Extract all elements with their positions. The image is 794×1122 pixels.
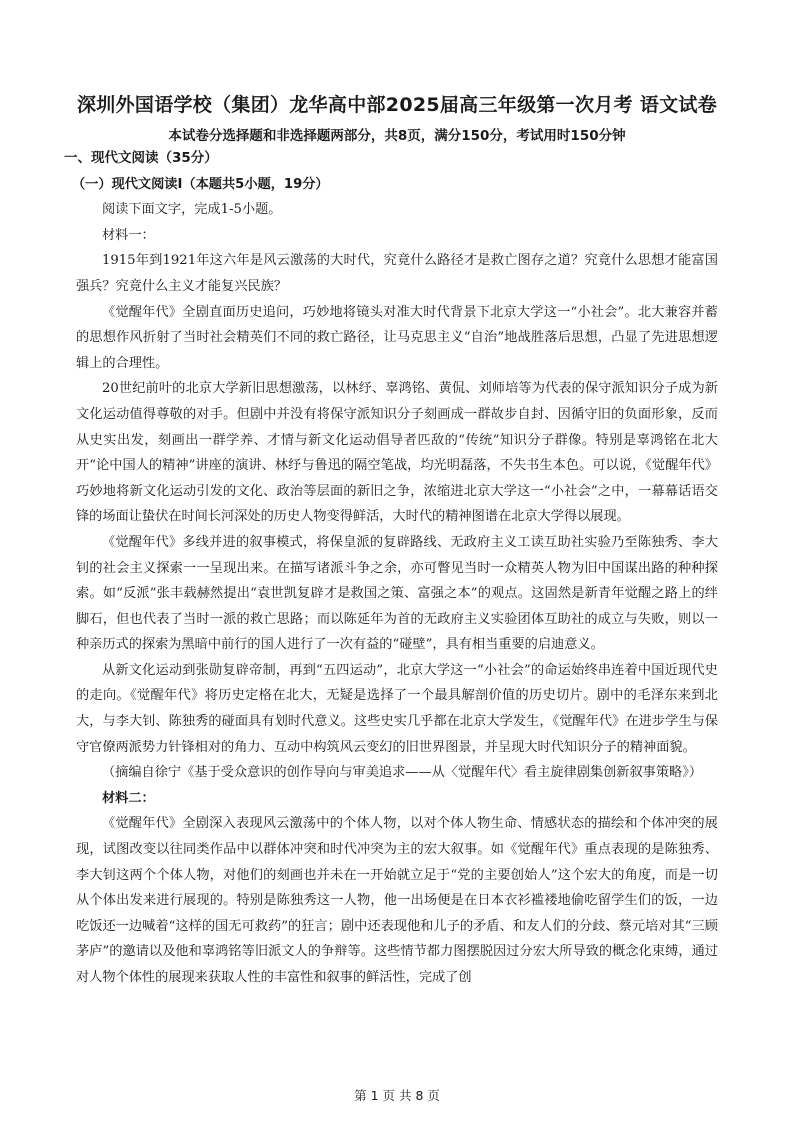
instruction-text: 阅读下面文字，完成1-5小题。 — [102, 202, 282, 218]
material-two-paragraph: 《觉醒年代》全剧深入表现风云激荡中的个体人物，以对个体人物生命、情感状态的描绘和个体冲突的展现，试图改变以往同类作品中以群体冲突和时代冲突为主的宏大叙事。如《觉醒年代》重点表现的是陈独秀、李大钊这两个个体人物，对他们的刻画也并未在一开始就立足于“党的主要创始人”这个宏大的角度，而是一切从个体出发来进行展现的。特别是陈独秀这一人物，他一出场便是在日本衣衫褴褛地偷吃留学生们的饭，一边吃饭还一边喊着“这样的国无可救药”的狂言；剧中还表现他和儿子的矛盾、和友人们的分歧、蔡元培对其“三顾茅庐”的邀请以及他和辜鸿铭等旧派文人的争辩等。这些情节都力图摆脱因过分宏大所导致的概念化束缚，通过对人物个体性的展现来获取人性的丰富性和叙事的鲜活性，完成了创 — [76, 816, 718, 985]
reading-section — [64, 146, 718, 991]
material-one-paragraph: 《觉醒年代》多线并进的叙事模式，将保皇派的复辟路线、无政府主义工读互助社实验乃至陈独秀、李大钊的社会主义探索一一呈现出来。在描写诸派斗争之余，亦可瞥见当时一众精英人物为旧中国谋出路的种种探索。如“反派”张丰载赫然提出“袁世凯复辟才是救国之策、富强之本”的观点。这固然是新青年觉醒之路上的绊脚石，但也代表了当时一派的救亡思路；而以陈延年为首的无政府主义实验团体互助社的成立与失败，则以一种亲历式的探索为黑暗中前行的国人进行了一次有益的“碰壁”，具有相当重要的启迪意义。 — [76, 534, 718, 653]
section-heading: 一、现代文阅读（35分） — [64, 150, 218, 166]
exam-subtitle: 本试卷分选择题和非选择题两部分，共8页，满分150分，考试用时150分钟 — [168, 128, 626, 144]
page-number: 第 1 页 共 8 页 — [354, 1088, 440, 1103]
material-one-paragraph: 《觉醒年代》全剧直面历史追问，巧妙地将镜头对准大时代背景下北京大学这一“小社会”。北大兼容并蓄的思想作风折射了当时社会精英们不同的救亡路径，让马克思主义“自治”地战胜落后思想，凸显了先进思想逻辑上的合理性。 — [76, 304, 718, 371]
material-one-label: 材料一： — [102, 227, 155, 243]
material-two-label: 材料二： — [102, 790, 155, 806]
section-subheading: （一）现代文阅读Ⅰ（本题共5小题，19分） — [72, 176, 329, 192]
material-one-paragraph: 20世纪前叶的北京大学新旧思想激荡，以林纾、辜鸿铭、黄侃、刘师培等为代表的保守派知识分子成为新文化运动值得尊敬的对手。但剧中并没有将保守派知识分子刻画成一群故步自封、因循守旧的负面形象，反而从史实出发，刻画出一群学养、才情与新文化运动倡导者匹敌的“传统”知识分子群像。特别是辜鸿铭在北大开“论中国人的精神”讲座的演讲、林纾与鲁迅的隔空笔战，均光明磊落，不失书生本色。可以说，《觉醒年代》巧妙地将新文化运动引发的文化、政治等层面的新旧之争，浓缩进北京大学这一“小社会”之中，一幕幕话语交锋的场面让蛰伏在时间长河深处的历史人物变得鲜活，大时代的精神图谱在北京大学得以展现。 — [76, 381, 718, 525]
exam-title: 深圳外国语学校（集团）龙华高中部2025届高三年级第一次月考 语文试卷 — [77, 94, 717, 116]
material-one-paragraph: 1915年到1921年这六年是风云激荡的大时代，究竟什么路径才是救亡图存之道？究竟什么思想才能富国强兵？究竟什么主义才能复兴民族？ — [76, 253, 718, 294]
material-one-paragraph: 从新文化运动到张勋复辟帝制，再到“五四运动”，北京大学这一“小社会”的命运始终串连着中国近现代史的走向。《觉醒年代》将历史定格在北大，无疑是选择了一个最具解剖价值的历史切片。剧中的毛泽东来到北大，与李大钊、陈独秀的碰面具有划时代意义。这些史实几乎都在北京大学发生，《觉醒年代》在进步学生与保守官僚两派势力针锋相对的角力、互动中构筑风云变幻的旧世界图景，并呈现大时代知识分子的精神面貌。 — [76, 662, 718, 755]
material-one-citation: （摘编自徐宁《基于受众意识的创作导向与审美追求——从〈觉醒年代〉看主旋律剧集创新叙事策略》） — [102, 765, 703, 781]
